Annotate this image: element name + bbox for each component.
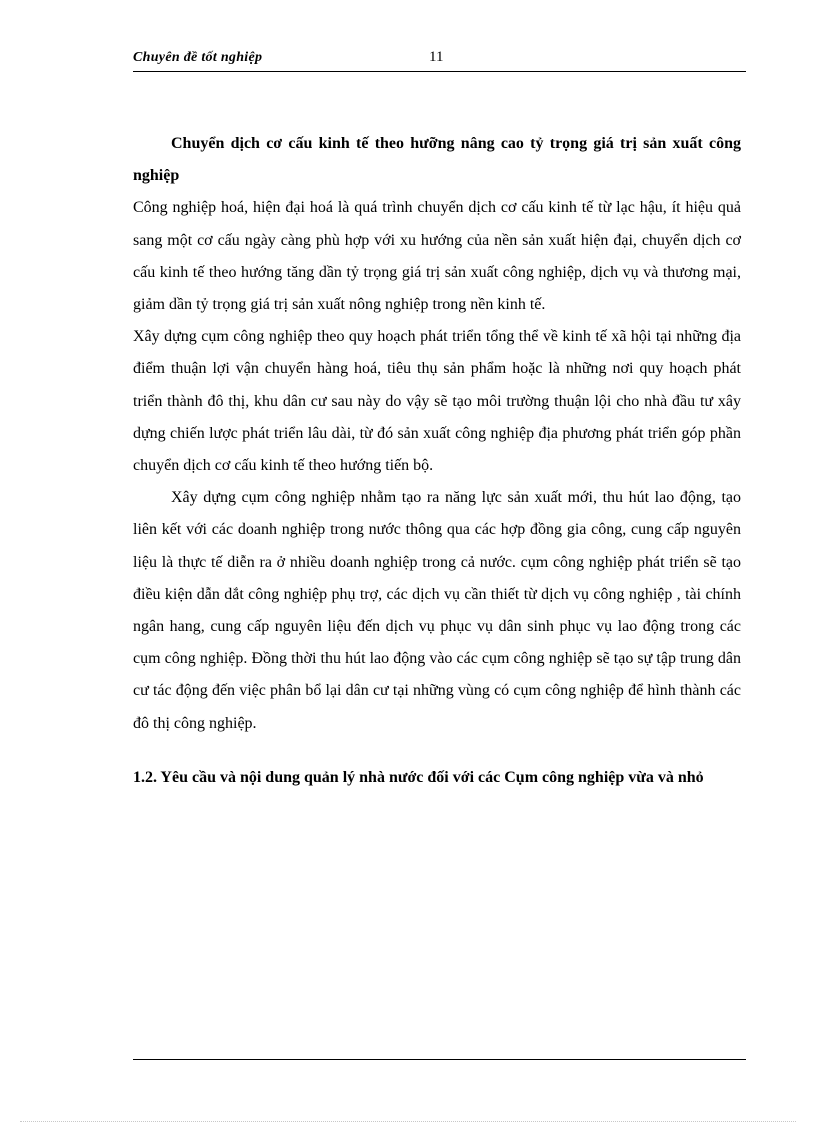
section-heading: 1.2. Yêu cầu và nội dung quản lý nhà nước đối với các Cụm công nghiệp vừa và nhỏ	[133, 768, 704, 786]
header-divider	[133, 71, 746, 72]
header-title: Chuyên đề tốt nghiệp	[133, 50, 263, 65]
paragraph-cluster-capacity: Xây dựng cụm công nghiệp nhằm tạo ra năng lực sản xuất mới, thu hút lao động, tạo liên kết với các doanh nghiệp trong nước thông qua các hợp đồng gia công, cung cấp nguyên liệu là thực tế diễn ra ở nhiều doanh nghiệp trong cả nước. cụm công nghiệp phát triển sẽ tạo điều kiện dẫn dắt công nghiệp phụ trợ, các dịch vụ cần thiết từ dịch vụ công nghiệp , tài chính ngân hang, cung cấp nguyên liệu đến dịch vụ phục vụ dân sinh phục vụ lao động trong các cụm công nghiệp. Đồng thời thu hút lao động vào các cụm công nghiệp sẽ tạo sự tập trung dân cư tác động đến việc phân bổ lại dân cư tại những vùng có cụm công nghiệp để hình thành các đô thị công nghiệp.	[133, 489, 741, 732]
paragraph-cluster-planning: Xây dựng cụm công nghiệp theo quy hoạch phát triển tổng thể về kinh tế xã hội tại những địa điểm thuận lợi vận chuyển hàng hoá, tiêu thụ sản phẩm hoặc là những nơi quy hoạch phát triển thành đô thị, khu dân cư sau này do vậy sẽ tạo môi trường thuận lội cho nhà đầu tư xây dựng chiến lược phát triển lâu dài, từ đó sản xuất công nghiệp địa phương phát triển góp phần chuyển dịch cơ cấu kinh tế theo hướng tiến bộ.	[133, 328, 741, 475]
page-bottom-border	[20, 1121, 796, 1122]
page-header	[133, 44, 746, 72]
footer-divider	[133, 1059, 746, 1060]
page-number: 11	[429, 49, 444, 65]
subsection-heading: Chuyển dịch cơ cấu kinh tế theo hưỡng nâng cao tỷ trọng giá trị sản xuất công nghiệp	[133, 135, 741, 185]
document-body	[133, 128, 741, 794]
paragraph-industrialization: Công nghiệp hoá, hiện đại hoá là quá trình chuyển dịch cơ cấu kinh tế từ lạc hậu, ít hiệu quả sang một cơ cấu ngày càng phù hợp với xu hướng của nền sản xuất hiện đại, chuyển dịch cơ cấu kinh tế theo hướng tăng dần tỷ trọng giá trị sản xuất công nghiệp, dịch vụ và thương mại, giảm dần tỷ trọng giá trị sản xuất nông nghiệp trong nền kinh tế.	[133, 199, 741, 314]
